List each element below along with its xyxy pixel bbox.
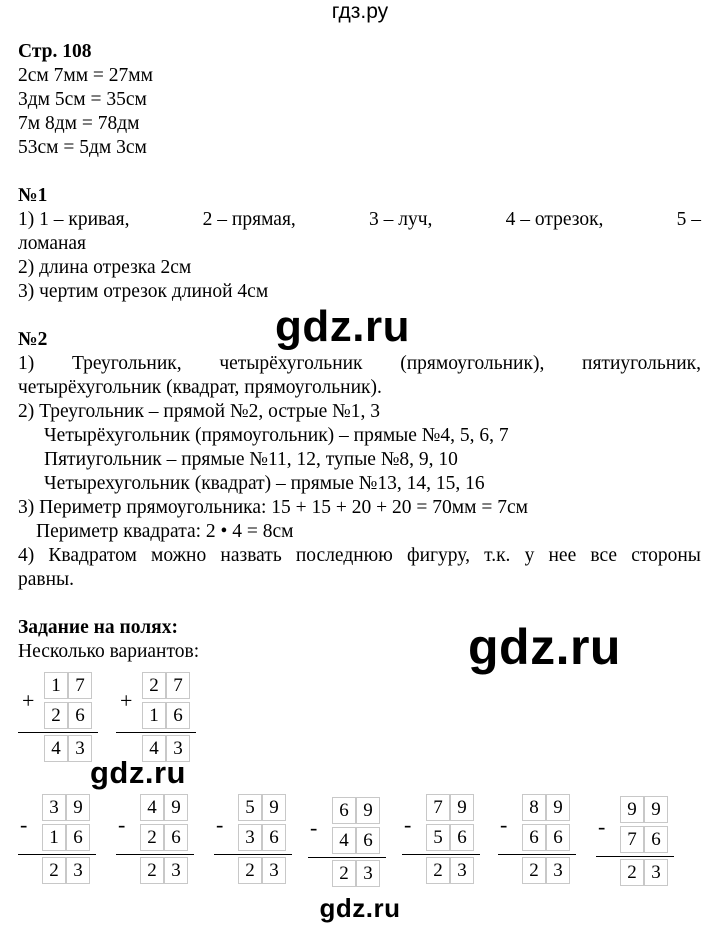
text-part: последнюю: [295, 545, 393, 566]
task2-item1: [18, 352, 701, 376]
conversion-line: 2см 7мм = 27мм: [18, 65, 153, 86]
digit-cell: 3: [238, 824, 262, 851]
digit-cell: 6: [356, 827, 380, 854]
digit-cell: 2: [522, 857, 546, 884]
digit-cell: 9: [164, 794, 188, 821]
digit-cell: 2: [140, 857, 164, 884]
page-title: Стр. 108: [18, 41, 92, 62]
watermark: gdz.ru: [90, 755, 186, 790]
digit-cell: 6: [262, 824, 286, 851]
sum-line: [18, 732, 98, 733]
difference-line: [308, 857, 386, 858]
task1-line1-wrap: ломаная: [18, 233, 87, 254]
digit-cell: 4: [332, 827, 356, 854]
text-part: у: [524, 545, 535, 566]
digit-cell: 2: [426, 857, 450, 884]
digit-cell: 9: [356, 797, 380, 824]
subtraction-column: [596, 792, 682, 892]
digit-cell: 5: [238, 794, 262, 821]
digit-cell: 7: [68, 672, 92, 699]
operator-sign: -: [598, 814, 606, 839]
digit-cell: 3: [644, 859, 668, 886]
digit-cell: 7: [620, 826, 644, 853]
digit-cell: 7: [166, 672, 190, 699]
text-part: нее: [548, 545, 577, 566]
text-part: 5 –: [676, 209, 701, 230]
digit-cell: 3: [450, 857, 474, 884]
digit-cell: 9: [620, 796, 644, 823]
digit-cell: 6: [450, 824, 474, 851]
digit-cell: 3: [166, 735, 190, 762]
text-part: можно: [150, 545, 207, 566]
conversion-line: 53см = 5дм 3см: [18, 137, 147, 158]
operator-sign: -: [404, 812, 412, 837]
margin-task-heading: Задание на полях:: [18, 617, 178, 638]
digit-cell: 2: [142, 672, 166, 699]
text-part: Треугольник,: [71, 353, 182, 374]
conversion-line: 3дм 5см = 35см: [18, 89, 147, 110]
text-part: фигуру,: [406, 545, 470, 566]
text-part: (прямоугольник),: [400, 353, 545, 374]
task2-item1-wrap: четырёхугольник (квадрат, прямоугольник).: [18, 377, 382, 398]
digit-cell: 4: [142, 735, 166, 762]
text-part: 4): [18, 545, 35, 566]
operator-sign: -: [500, 812, 508, 837]
task1-line1: [18, 208, 701, 232]
task2-item3-row: Периметр квадрата: 2 • 4 = 8см: [36, 521, 294, 542]
digit-cell: 3: [66, 857, 90, 884]
operator-sign: -: [310, 815, 318, 840]
digit-cell: 9: [262, 794, 286, 821]
digit-cell: 2: [332, 860, 356, 887]
difference-line: [18, 854, 96, 855]
digit-cell: 3: [356, 860, 380, 887]
task2-item3: 3) Периметр прямоугольника: 15 + 15 + 20 + 20 = 70мм = 7см: [18, 497, 528, 518]
digit-cell: 5: [426, 824, 450, 851]
subtraction-column: [402, 790, 488, 890]
sum-line: [116, 732, 196, 733]
operator-sign: -: [20, 812, 28, 837]
digit-cell: 3: [68, 735, 92, 762]
operator-sign: -: [216, 812, 224, 837]
text-part: стороны: [631, 545, 701, 566]
text-part: пятиугольник,: [582, 353, 701, 374]
digit-cell: 4: [44, 735, 68, 762]
task2-item4: [18, 544, 701, 568]
watermark: gdz.ru: [468, 619, 621, 675]
digit-cell: 2: [238, 857, 262, 884]
text-part: т.к.: [484, 545, 511, 566]
task2-item4-wrap: равны.: [18, 569, 75, 590]
subtraction-column: [308, 793, 394, 893]
task1-heading: №1: [18, 185, 48, 206]
subtraction-column: [116, 790, 202, 890]
addition-column: [116, 668, 206, 768]
task1-line3: 3) чертим отрезок длиной 4см: [18, 281, 269, 302]
text-part: все: [590, 545, 618, 566]
digit-cell: 1: [142, 702, 166, 729]
text-part: четырёхугольник: [219, 353, 363, 374]
difference-line: [596, 856, 674, 857]
digit-cell: 2: [620, 859, 644, 886]
digit-cell: 3: [42, 794, 66, 821]
digit-cell: 6: [546, 824, 570, 851]
digit-cell: 3: [262, 857, 286, 884]
conversion-line: 7м 8дм = 78дм: [18, 113, 140, 134]
digit-cell: 7: [426, 794, 450, 821]
digit-cell: 9: [644, 796, 668, 823]
addition-column: [18, 668, 108, 768]
task2-item2-row: Пятиугольник – прямые №11, 12, тупые №8, 9, 10: [44, 449, 458, 470]
difference-line: [498, 854, 576, 855]
digit-cell: 3: [546, 857, 570, 884]
operator-sign: -: [118, 812, 126, 837]
digit-cell: 2: [42, 857, 66, 884]
text-part: назвать: [220, 545, 282, 566]
digit-cell: 1: [44, 672, 68, 699]
difference-line: [214, 854, 292, 855]
digit-cell: 8: [522, 794, 546, 821]
operator-sign: +: [22, 688, 35, 713]
text-part: 4 – отрезок,: [505, 209, 604, 230]
watermark: gdz.ru: [275, 302, 410, 351]
digit-cell: 2: [44, 702, 68, 729]
digit-cell: 6: [66, 824, 90, 851]
site-header: гдз.ру: [331, 0, 389, 23]
digit-cell: 6: [522, 824, 546, 851]
digit-cell: 6: [166, 702, 190, 729]
digit-cell: 9: [546, 794, 570, 821]
digit-cell: 6: [644, 826, 668, 853]
digit-cell: 9: [450, 794, 474, 821]
text-part: 2 – прямая,: [202, 209, 296, 230]
margin-task-subtitle: Несколько вариантов:: [18, 641, 200, 662]
operator-sign: +: [120, 688, 133, 713]
task2-item2: 2) Треугольник – прямой №2, острые №1, 3: [18, 401, 380, 422]
text-part: 1): [18, 353, 35, 374]
digit-cell: 2: [140, 824, 164, 851]
digit-cell: 4: [140, 794, 164, 821]
task2-heading: №2: [18, 329, 48, 350]
digit-cell: 6: [332, 797, 356, 824]
text-part: Квадратом: [48, 545, 137, 566]
subtraction-column: [214, 790, 300, 890]
digit-cell: 6: [164, 824, 188, 851]
digit-cell: 1: [42, 824, 66, 851]
task1-line2: 2) длина отрезка 2см: [18, 257, 192, 278]
task2-item2-row: Четырехугольник (квадрат) – прямые №13, 14, 15, 16: [44, 473, 485, 494]
subtraction-column: [18, 790, 104, 890]
subtraction-column: [498, 790, 584, 890]
text-part: 1) 1 – кривая,: [18, 209, 130, 230]
digit-cell: 6: [68, 702, 92, 729]
text-part: 3 – луч,: [368, 209, 433, 230]
watermark: gdz.ru: [319, 893, 401, 923]
task2-item2-row: Четырёхугольник (прямоугольник) – прямые №4, 5, 6, 7: [44, 425, 509, 446]
difference-line: [402, 854, 480, 855]
difference-line: [116, 854, 194, 855]
digit-cell: 3: [164, 857, 188, 884]
digit-cell: 9: [66, 794, 90, 821]
